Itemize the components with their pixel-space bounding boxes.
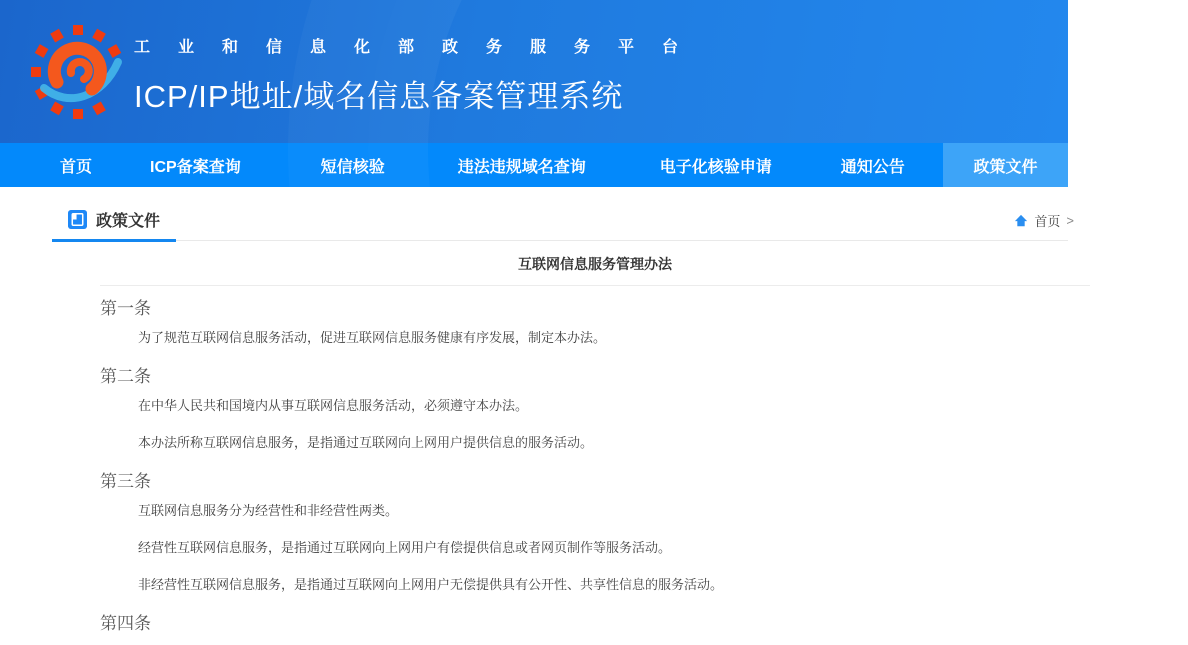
book-icon xyxy=(68,210,87,229)
document-content xyxy=(100,254,1090,634)
article-4 xyxy=(100,613,1090,634)
document-title: 互联网信息服务管理办法 xyxy=(518,256,672,272)
nav-item-illegal-domain-query[interactable]: 违法违规域名查询 xyxy=(457,158,586,176)
nav-item-sms-verify[interactable]: 短信核验 xyxy=(320,158,385,176)
platform-subtitle: 工业和信息化部政务服务平台 xyxy=(134,39,707,56)
article-heading: 第三条 xyxy=(100,472,151,491)
article-paragraph: 在中华人民共和国境内从事互联网信息服务活动，必须遵守本办法。 xyxy=(138,398,529,413)
breadcrumb-home-link[interactable]: 首页 xyxy=(1034,214,1061,229)
breadcrumb-separator: > xyxy=(1066,213,1074,228)
article-paragraph: 非经营性互联网信息服务，是指通过互联网向上网用户无偿提供具有公开性、共享性信息的服务活动。 xyxy=(138,577,724,592)
nav-item-icp-query[interactable]: ICP备案查询 xyxy=(150,158,241,176)
site-header xyxy=(0,0,1068,143)
nav-item-notices[interactable]: 通知公告 xyxy=(840,158,905,176)
nav-item-e-verification[interactable]: 电子化核验申请 xyxy=(659,158,772,176)
title-divider xyxy=(100,285,1090,286)
home-icon xyxy=(1014,214,1028,228)
article-paragraph: 经营性互联网信息服务，是指通过互联网向上网用户有偿提供信息或者网页制作等服务活动。 xyxy=(138,540,672,555)
section-title: 政策文件 xyxy=(96,212,161,230)
breadcrumb xyxy=(1014,211,1074,230)
site-title: ICP/IP地址/域名信息备案管理系统 xyxy=(134,79,624,114)
article-1 xyxy=(100,298,1090,346)
article-paragraph: 互联网信息服务分为经营性和非经营性两类。 xyxy=(138,503,399,518)
article-heading: 第四条 xyxy=(100,614,151,633)
active-tab-underline xyxy=(52,239,176,242)
section-bar xyxy=(52,198,1074,241)
article-heading: 第二条 xyxy=(100,367,151,386)
article-2 xyxy=(100,366,1090,451)
article-paragraph: 本办法所称互联网信息服务，是指通过互联网向上网用户提供信息的服务活动。 xyxy=(138,435,594,450)
miit-logo-icon xyxy=(28,22,128,122)
nav-item-policy-docs[interactable]: 政策文件 xyxy=(943,143,1068,187)
article-heading: 第一条 xyxy=(100,299,151,318)
article-3 xyxy=(100,471,1090,593)
main-nav xyxy=(0,143,1068,187)
article-paragraph: 为了规范互联网信息服务活动，促进互联网信息服务健康有序发展，制定本办法。 xyxy=(138,330,607,345)
tab-policy-documents[interactable] xyxy=(52,198,178,240)
nav-item-home[interactable]: 首页 xyxy=(60,158,93,176)
